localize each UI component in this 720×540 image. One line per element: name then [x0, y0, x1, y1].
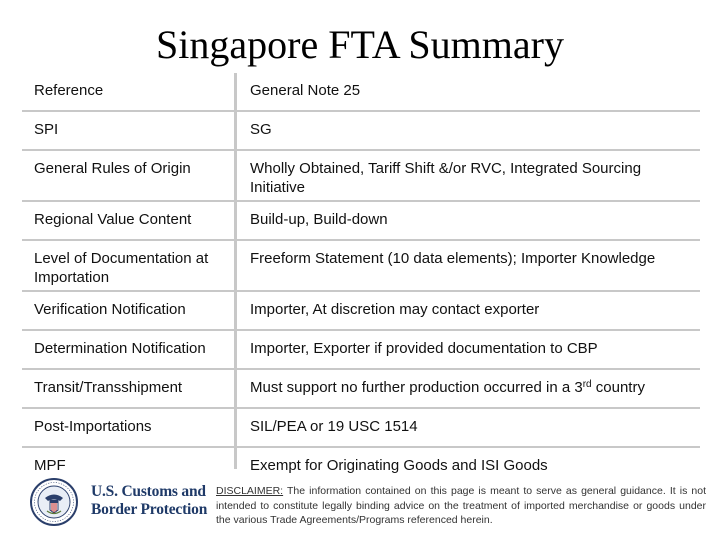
disclaimer-text: The information contained on this page is meant to serve as general guidance. It is not intended to constitute legally binding advice on the treatment of imported merchandise or goods under the various Trade Agreements/Programs referenced herein.	[216, 485, 706, 526]
row-value-determination: Importer, Exporter if provided documentation to CBP	[237, 331, 700, 368]
row-label-spi: SPI	[22, 112, 234, 149]
row-value-spi: SG	[237, 112, 700, 149]
agency-name	[91, 483, 207, 519]
row-value-regional-value-content: Build-up, Build-down	[237, 202, 700, 239]
row-label-post-importations: Post-Importations	[22, 409, 234, 446]
fta-summary-table	[22, 73, 700, 474]
transit-text-after: country	[591, 379, 645, 396]
disclaimer	[216, 484, 706, 528]
agency-line-1: U.S. Customs and	[91, 483, 206, 500]
row-label-regional-value-content: Regional Value Content	[22, 202, 234, 239]
row-label-reference: Reference	[22, 73, 234, 110]
disclaimer-label: DISCLAIMER:	[216, 485, 284, 497]
row-label-transit: Transit/Transshipment	[22, 370, 234, 407]
transit-text-before: Must support no further production occurred in a 3	[250, 379, 583, 396]
dhs-seal-icon	[30, 478, 78, 526]
row-label-verification: Verification Notification	[22, 292, 234, 329]
row-value-general-rules: Wholly Obtained, Tariff Shift &/or RVC, Integrated Sourcing Initiative	[237, 151, 700, 200]
row-value-post-importations: SIL/PEA or 19 USC 1514	[237, 409, 700, 446]
page-title: Singapore FTA Summary	[156, 22, 564, 67]
transit-text-sup: rd	[582, 379, 592, 390]
row-label-mpf: MPF	[22, 448, 234, 485]
row-value-reference: General Note 25	[237, 73, 700, 110]
row-label-determination: Determination Notification	[22, 331, 234, 368]
row-label-documentation: Level of Documentation at Importation	[22, 241, 234, 290]
row-value-documentation: Freeform Statement (10 data elements); Importer Knowledge	[237, 241, 700, 290]
agency-line-2: Border Protection	[91, 501, 208, 518]
row-value-transit	[237, 370, 700, 407]
row-label-general-rules: General Rules of Origin	[22, 151, 234, 200]
row-value-mpf: Exempt for Originating Goods and ISI Goods	[237, 448, 700, 485]
cbp-logo	[30, 478, 210, 526]
row-value-verification: Importer, At discretion may contact exporter	[237, 292, 700, 329]
